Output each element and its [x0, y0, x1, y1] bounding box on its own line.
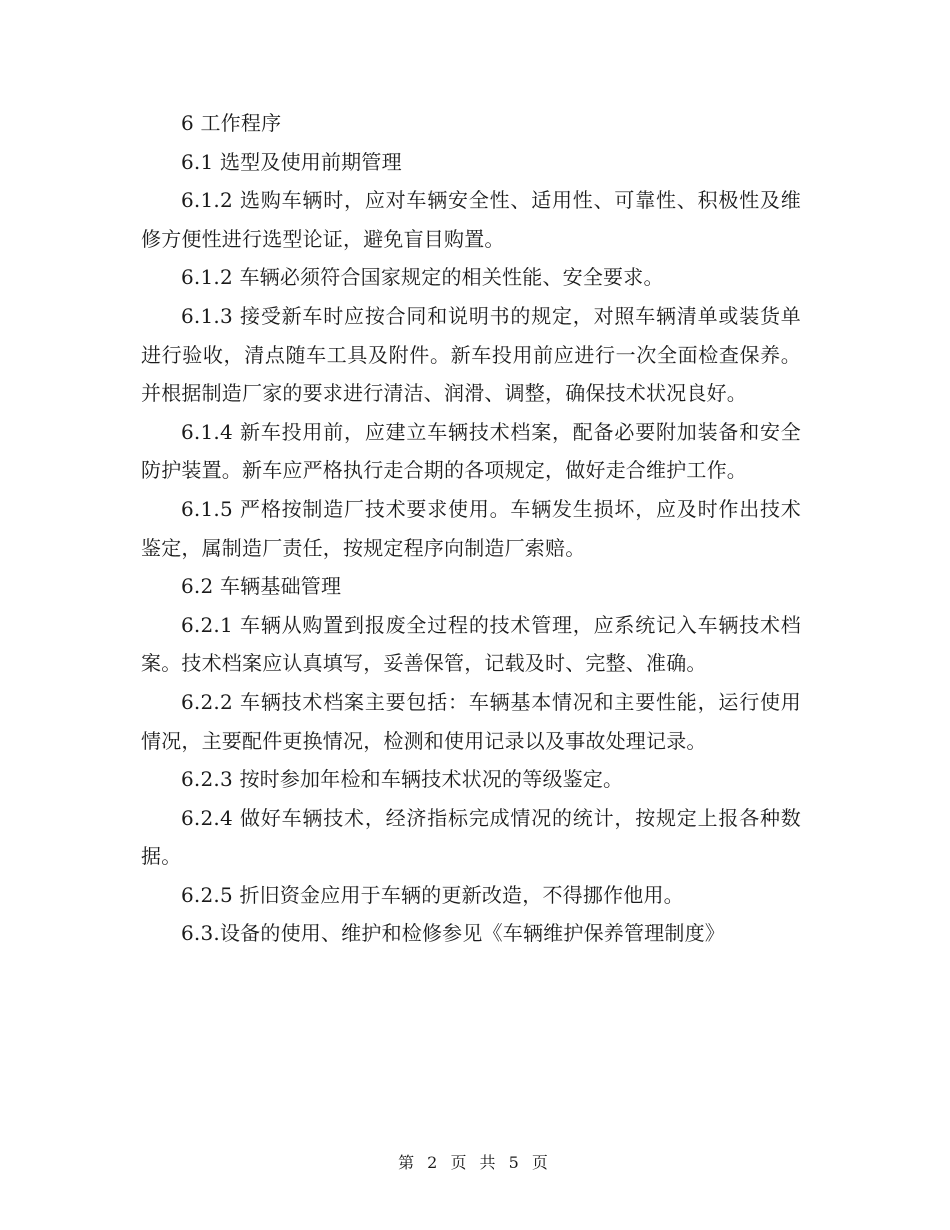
paragraph-6-1-2-b: 6.1.2 车辆必须符合国家规定的相关性能、安全要求。 [181, 265, 664, 290]
paragraph-6-2-2: 6.2.2 车辆技术档案主要包括：车辆基本情况和主要性能，运行使用情况，主要配件更换情况，检测和使用记录以及事故处理记录。 [141, 689, 801, 753]
paragraph-6-2-5: 6.2.5 折旧资金应用于车辆的更新改造，不得挪作他用。 [181, 882, 684, 907]
paragraph-6-3: 6.3.设备的使用、维护和检修参见《车辆维护保养管理制度》 [181, 921, 725, 946]
heading-section-6: 6 工作程序 [181, 111, 282, 135]
heading-section-6-1: 6.1 选型及使用前期管理 [181, 149, 402, 174]
paragraph-6-1-3: 6.1.3 接受新车时应按合同和说明书的规定，对照车辆清单或装货单进行验收，清点随车工具及附件。新车投用前应进行一次全面检查保养。并根据制造厂家的要求进行清洁、润滑、调整，确保技术状况良好。 [141, 303, 801, 406]
heading-section-6-2: 6.2 车辆基础管理 [181, 574, 342, 599]
paragraph-6-2-3: 6.2.3 按时参加年检和车辆技术状况的等级鉴定。 [181, 767, 624, 792]
paragraph-6-1-5: 6.1.5 严格按制造厂技术要求使用。车辆发生损坏，应及时作出技术鉴定，属制造厂责任，按规定程序向制造厂索赔。 [141, 496, 801, 560]
paragraph-6-1-4: 6.1.4 新车投用前，应建立车辆技术档案，配备必要附加装备和安全防护装置。新车应严格执行走合期的各项规定，做好走合维护工作。 [141, 419, 801, 483]
page-number-footer: 第 2 页 共 5 页 [398, 1153, 552, 1172]
paragraph-6-1-2-a: 6.1.2 选购车辆时，应对车辆安全性、适用性、可靠性、积极性及维修方便性进行选型论证，避免盲目购置。 [141, 188, 801, 251]
paragraph-6-2-1: 6.2.1 车辆从购置到报废全过程的技术管理，应系统记入车辆技术档案。技术档案应认真填写，妥善保管，记载及时、完整、准确。 [141, 612, 801, 676]
paragraph-6-2-4: 6.2.4 做好车辆技术，经济指标完成情况的统计，按规定上报各种数据。 [141, 805, 801, 869]
document-body [141, 104, 801, 953]
